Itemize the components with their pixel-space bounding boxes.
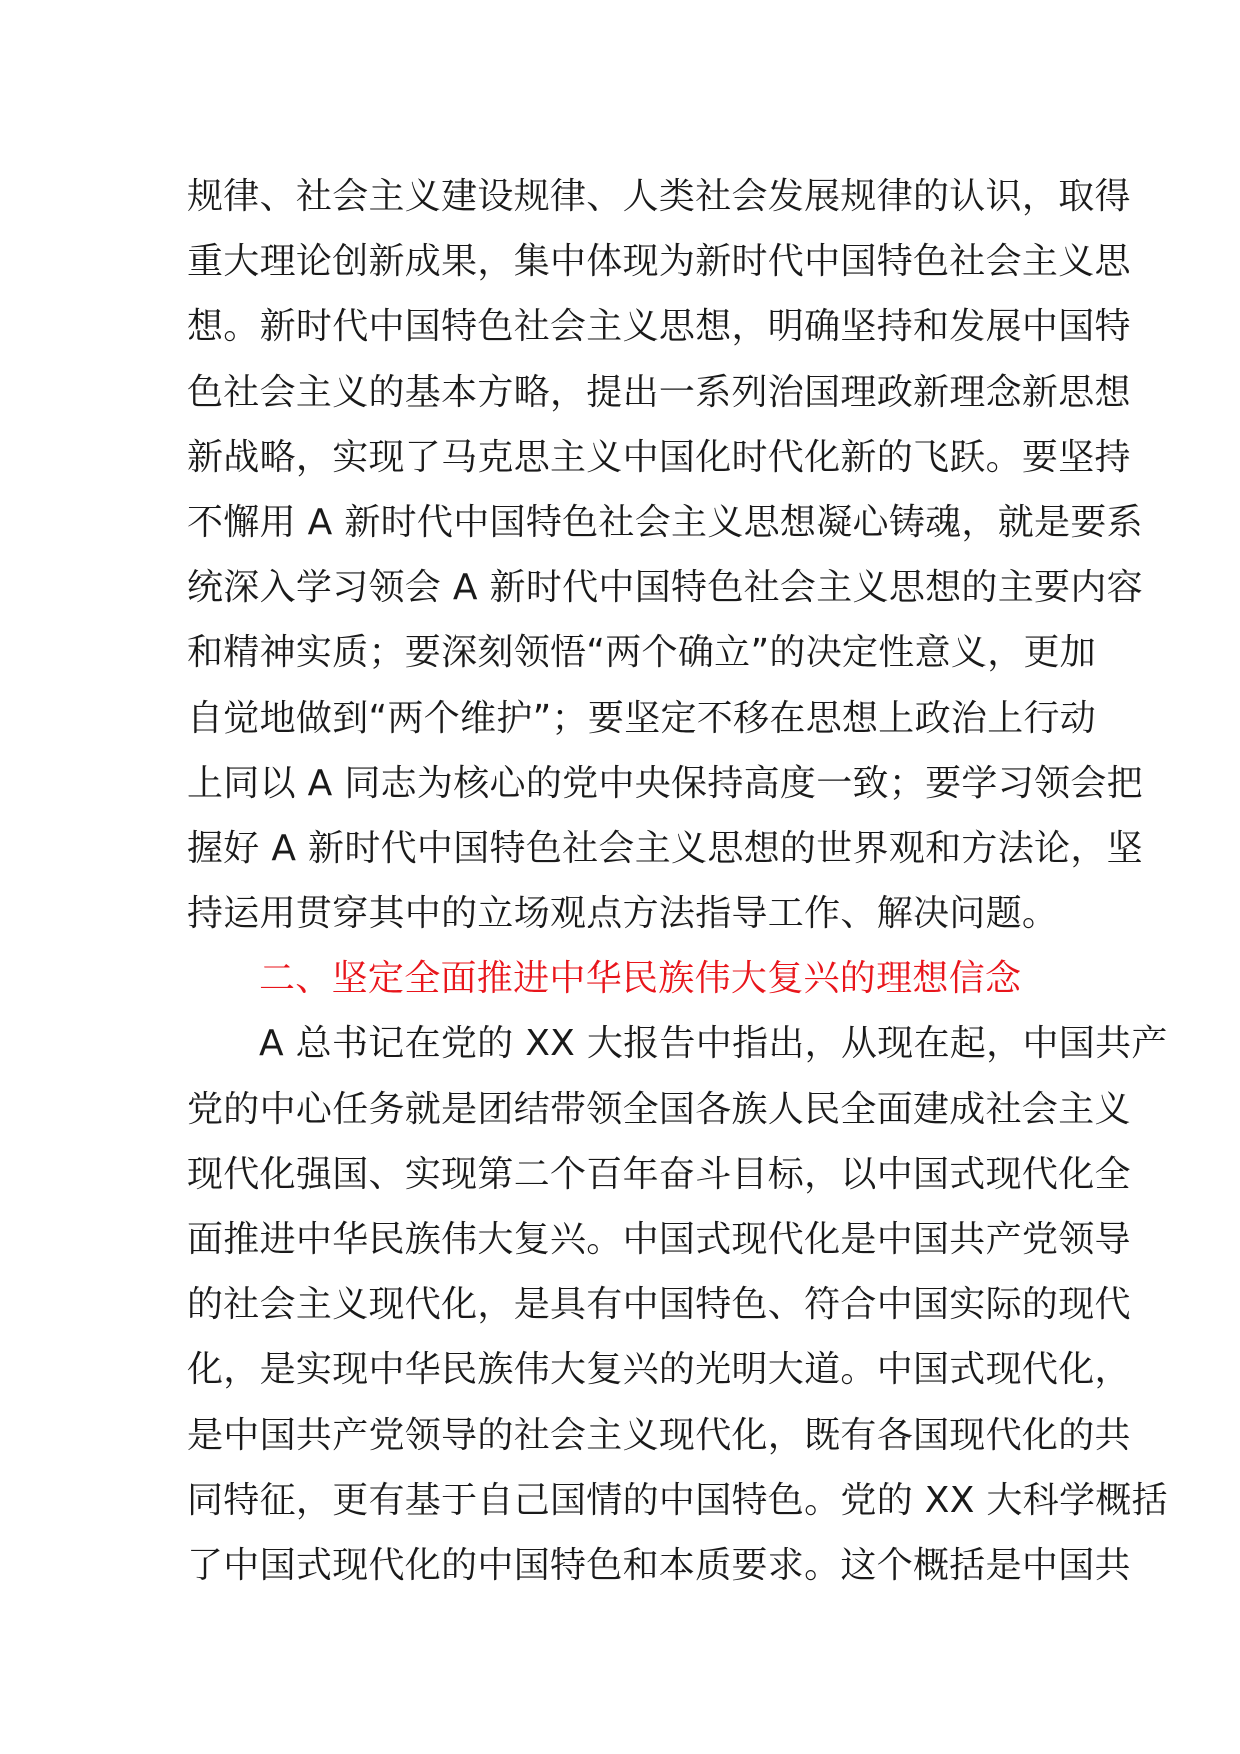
paragraph-line: 化，是实现中华民族伟大复兴的光明大道。中国式现代化， xyxy=(187,1349,1131,1391)
document-body xyxy=(187,164,1168,1598)
paragraph-line: 的社会主义现代化，是具有中国特色、符合中国实际的现代 xyxy=(187,1284,1131,1326)
paragraph-line: 自觉地做到“两个维护”；要坚定不移在思想上政治上行动 xyxy=(187,697,1097,739)
paragraph-first-line: A 总书记在党的 XX 大报告中指出，从现在起，中国共产 xyxy=(259,1023,1168,1065)
paragraph-line: 新战略，实现了马克思主义中国化时代化新的飞跃。要坚持 xyxy=(187,436,1131,478)
paragraph-line: 面推进中华民族伟大复兴。中国式现代化是中国共产党领导 xyxy=(187,1219,1131,1260)
paragraph-line: 握好 A 新时代中国特色社会主义思想的世界观和方法论，坚 xyxy=(187,827,1143,869)
paragraph-line: 和精神实质；要深刻领悟“两个确立”的决定性意义，更加 xyxy=(187,632,1097,674)
paragraph-line: 想。新时代中国特色社会主义思想，明确坚持和发展中国特 xyxy=(187,306,1131,348)
paragraph-line: 上同以 A 同志为核心的党中央保持高度一致；要学习领会把 xyxy=(187,762,1143,804)
paragraph-line: 是中国共产党领导的社会主义现代化，既有各国现代化的共 xyxy=(187,1414,1131,1456)
paragraph-line: 现代化强国、实现第二个百年奋斗目标，以中国式现代化全 xyxy=(187,1153,1131,1195)
paragraph-line: 统深入学习领会 A 新时代中国特色社会主义思想的主要内容 xyxy=(187,567,1143,609)
section-heading: 二、坚定全面推进中华民族伟大复兴的理想信念 xyxy=(259,958,1022,1000)
paragraph-line: 不懈用 A 新时代中国特色社会主义思想凝心铸魂，就是要系 xyxy=(187,501,1143,543)
paragraph-line: 规律、社会主义建设规律、人类社会发展规律的认识，取得 xyxy=(187,176,1131,217)
paragraph-line: 党的中心任务就是团结带领全国各族人民全面建成社会主义 xyxy=(187,1088,1131,1130)
paragraph-line: 同特征，更有基于自己国情的中国特色。党的 XX 大科学概括 xyxy=(187,1479,1168,1521)
paragraph-line: 色社会主义的基本方略，提出一系列治国理政新理念新思想 xyxy=(187,371,1131,413)
paragraph-line: 持运用贯穿其中的立场观点方法指导工作、解决问题。 xyxy=(187,893,1059,935)
paragraph-line: 重大理论创新成果，集中体现为新时代中国特色社会主义思 xyxy=(187,241,1131,283)
paragraph-line: 了中国式现代化的中国特色和本质要求。这个概括是中国共 xyxy=(187,1544,1131,1586)
